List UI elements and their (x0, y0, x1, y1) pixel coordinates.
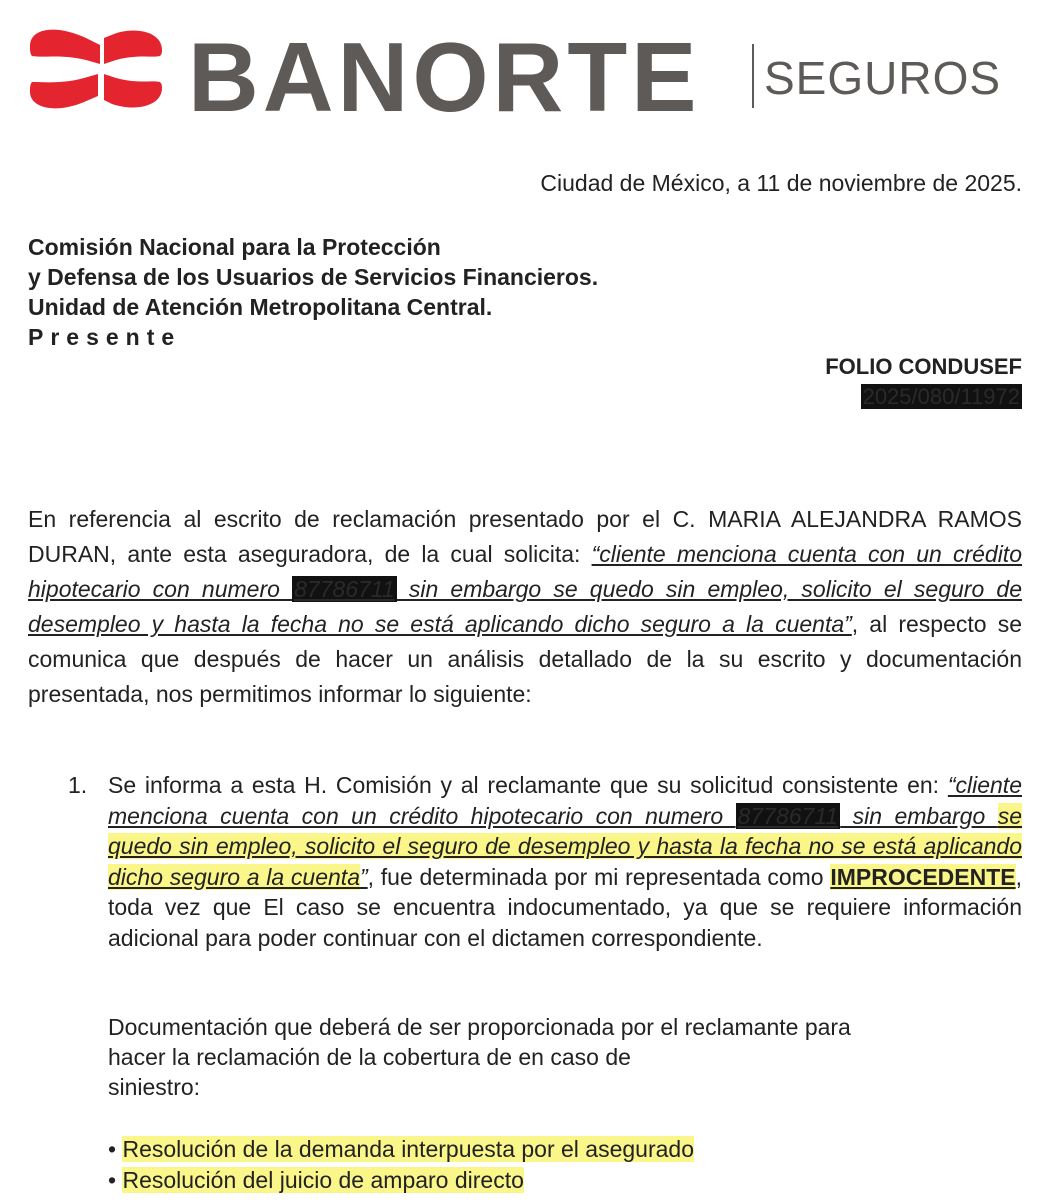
item-text-c: , toda vez que El caso se encuentra indocumentado, ya que se requiere información adicional para poder continuar con el dictamen correspondiente. (108, 863, 1023, 951)
folio-block (825, 352, 1022, 412)
verdict-label: IMPROCEDENTE (830, 863, 1016, 890)
quote-part-1: “cliente menciona cuenta con un crédito hipotecario con numero (28, 541, 1022, 602)
docs-line-1: Documentación que deberá de ser proporcionada por el reclamante para (108, 1014, 851, 1040)
brand-name: BANORTE (188, 22, 701, 132)
item-credit-number-redacted: 87786711 (737, 802, 839, 829)
item-quote-end: ” (360, 863, 368, 890)
bullet-item-text: Resolución del juicio de amparo directo (122, 1167, 524, 1193)
addressee-block (28, 232, 598, 352)
addressee-line-4: Presente (28, 324, 182, 350)
banorte-logo-icon (26, 20, 166, 116)
docs-line-3: siniestro: (108, 1074, 201, 1100)
item-text-a: Se informa a esta H. Comisión y al reclamante que su solicitud consistente en: (108, 772, 948, 798)
date-line: Ciudad de México, a 11 de noviembre de 2025. (540, 170, 1022, 196)
item-quote-2: sin embargo (840, 802, 998, 829)
bullet-item: • Resolución del juicio de amparo directo (108, 1167, 524, 1193)
list-item-number: 1. (68, 772, 88, 798)
intro-paragraph (28, 502, 1022, 712)
docs-line-2: hacer la reclamación de la cobertura de en caso de (108, 1044, 631, 1070)
bullet-item-text: Resolución de la demanda interpuesta por el asegurado (122, 1136, 695, 1162)
list-item (108, 770, 1022, 953)
item-quote-highlight: se quedo sin empleo, solicito el seguro de desempleo y hasta la fecha no se está aplicando dicho seguro a la cuenta (108, 802, 1022, 890)
addressee-line-2: y Defensa de los Usuarios de Servicios Financieros. (28, 264, 599, 290)
brand-divider (752, 44, 754, 108)
quote-part-2: sin embargo se quedo sin empleo, solicito el seguro de desempleo y hasta la fecha no se está aplicando dicho seguro a la cuenta” (28, 576, 1022, 637)
item-text-b: , fue determinada por mi representada como (367, 863, 831, 890)
bullet-list (108, 1134, 694, 1196)
addressee-line-1: Comisión Nacional para la Protección (28, 234, 441, 260)
credit-number-redacted: 87786711 (294, 576, 395, 602)
item-quote-1: “cliente menciona cuenta con un crédito hipotecario con numero (108, 772, 1022, 829)
brand-subtitle: SEGUROS (764, 52, 1002, 104)
addressee-line-3: Unidad de Atención Metropolitana Central. (28, 294, 493, 320)
intro-text-2: , al respecto se comunica que después de hacer un análisis detallado de la su escrito y documentación presentada, nos permitimos informar lo siguiente: (28, 611, 1022, 707)
intro-text: En referencia al escrito de reclamación presentado por el C. MARIA ALEJANDRA RAMOS DURAN, ante esta aseguradora, de la cual solicita: (28, 506, 1022, 567)
folio-label: FOLIO CONDUSEF (825, 354, 1022, 379)
folio-value-redacted: 2025/080/11972 (862, 384, 1020, 409)
bullet-item: • Resolución de la demanda interpuesta por el asegurado (108, 1136, 695, 1162)
letterhead (0, 0, 1058, 140)
numbered-list (68, 770, 1022, 953)
documentation-paragraph (108, 1012, 1022, 1102)
